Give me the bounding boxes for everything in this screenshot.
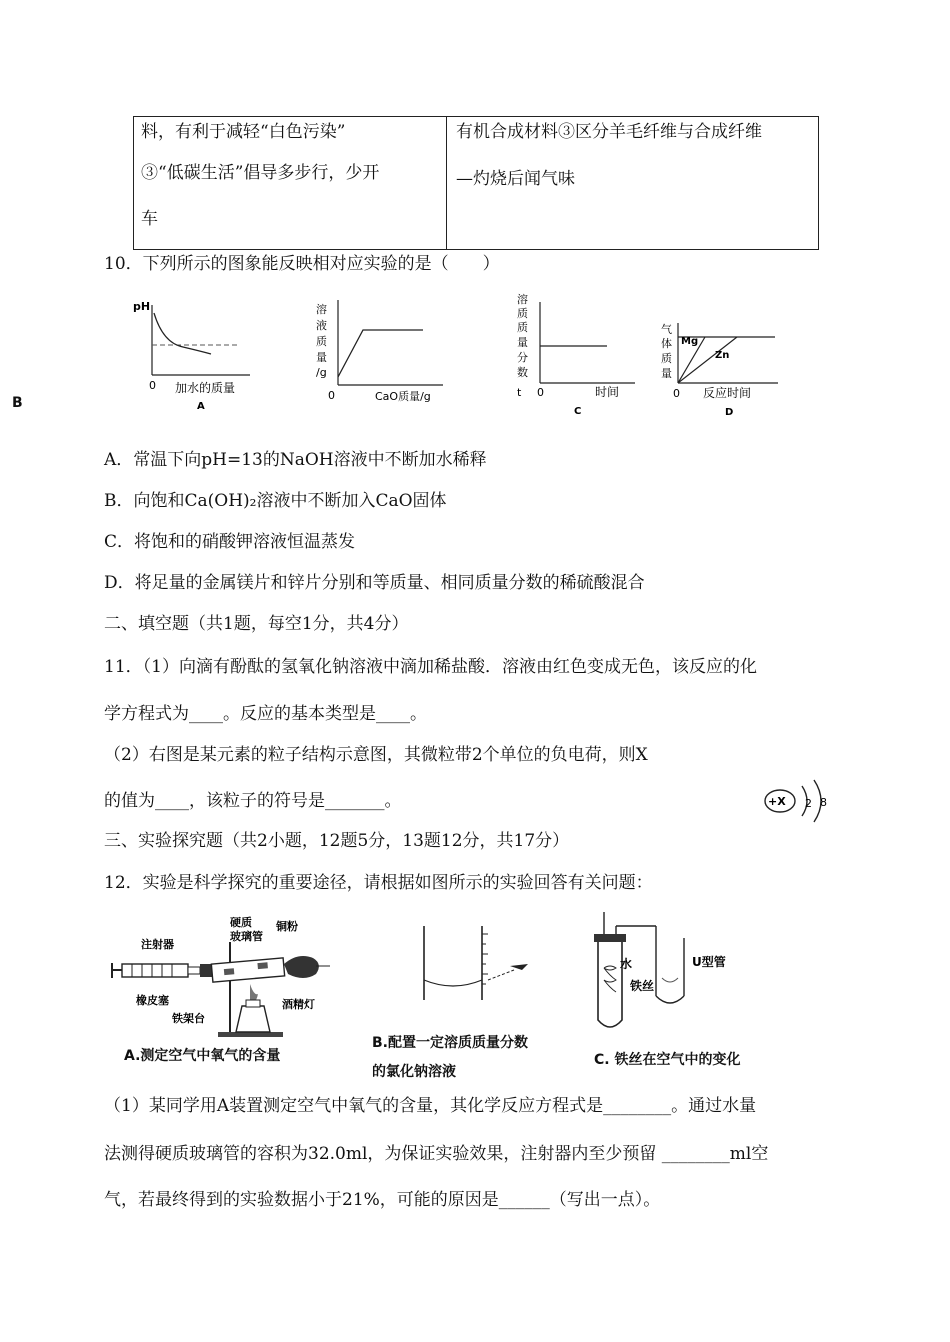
graph-a-origin: 0 bbox=[149, 379, 156, 392]
fig-c-caption: C. 铁丝在空气中的变化 bbox=[594, 1052, 741, 1068]
graph-d-series-mg: Mg bbox=[681, 336, 699, 347]
q12-part1-line-1: （1）某同学用A装置测定空气中氧气的含量，其化学反应方程式是________。通过水量 bbox=[104, 1096, 757, 1116]
table-left-line-3: 车 bbox=[141, 209, 158, 229]
graph-c-ylabel-6: 数 bbox=[517, 366, 528, 379]
q10-option-b: B．向饱和Ca(OH)₂溶液中不断加入CaO固体 bbox=[104, 491, 447, 511]
q12-part1-line-2: 法测得硬质玻璃管的容积为32.0ml，为保证实验效果，注射器内至少预留 ________ml空 bbox=[104, 1144, 769, 1164]
fig-a-label-stopper: 橡皮塞 bbox=[136, 994, 169, 1007]
fig-c-label-utube: U型管 bbox=[692, 955, 726, 969]
graph-a-ylabel: pH bbox=[133, 300, 151, 313]
graph-b-xlabel: CaO质量/g bbox=[375, 390, 431, 403]
q10-option-a: A．常温下向pH=13的NaOH溶液中不断加水稀释 bbox=[104, 450, 487, 470]
graph-b bbox=[308, 292, 448, 407]
graph-a bbox=[125, 295, 255, 420]
margin-mark: B bbox=[12, 395, 23, 411]
q11-line-3: （2）右图是某元素的粒子结构示意图，其微粒带2个单位的负电荷，则X bbox=[104, 745, 648, 765]
q10-option-d: D．将足量的金属镁片和锌片分别和等质量、相同质量分数的稀硫酸混合 bbox=[104, 573, 645, 593]
graph-c-ylabel-1: 溶 bbox=[517, 293, 528, 306]
q12-stem: 12．实验是科学探究的重要途径，请根据如图所示的实验回答有关问题： bbox=[104, 873, 653, 893]
table-left-line-2: ③“低碳生活”倡导多步行，少开 bbox=[141, 163, 380, 183]
graph-d-ylabel-4: 量 bbox=[661, 367, 672, 380]
graph-c-ylabel-7: t bbox=[517, 386, 522, 399]
atom-nucleus: +X bbox=[768, 795, 786, 808]
fig-a-label-syringe: 注射器 bbox=[141, 938, 174, 951]
fig-a-label-tube-2: 玻璃管 bbox=[230, 930, 263, 943]
figure-b-cylinder bbox=[410, 922, 560, 1022]
graph-d-ylabel-2: 体 bbox=[661, 337, 672, 350]
figure-a-apparatus bbox=[108, 912, 358, 1042]
q11-line-2: 学方程式为____。反应的基本类型是____。 bbox=[104, 704, 427, 724]
table-left-line-1: 料，有利于减轻“白色污染” bbox=[141, 122, 346, 142]
graph-b-origin: 0 bbox=[328, 389, 335, 402]
fig-a-label-copper: 铜粉 bbox=[276, 920, 298, 933]
section-2-heading: 二、填空题（共1题，每空1分，共4分） bbox=[104, 614, 409, 634]
q12-part1-line-3: 气，若最终得到的实验数据小于21%，可能的原因是______（写出一点）。 bbox=[104, 1190, 661, 1210]
fig-a-label-tube-1: 硬质 bbox=[230, 916, 252, 929]
fig-c-label-water: 水 bbox=[620, 957, 633, 971]
graph-d-origin: 0 bbox=[673, 387, 680, 400]
graph-c-xlabel: 时间 bbox=[595, 385, 620, 399]
graph-a-caption: A bbox=[197, 401, 205, 412]
graph-b-ylabel-2: 液 bbox=[316, 319, 327, 332]
graph-c bbox=[510, 290, 640, 420]
graph-d-ylabel-3: 质 bbox=[661, 352, 672, 365]
graph-d-series-zn: Zn bbox=[715, 350, 730, 361]
graph-c-caption: C bbox=[574, 406, 582, 417]
atom-shell-1: 2 bbox=[805, 797, 812, 810]
q11-line-1: 11．（1）向滴有酚酞的氢氧化钠溶液中滴加稀盐酸．溶液由红色变成无色，该反应的化 bbox=[104, 657, 757, 677]
graph-b-ylabel-5: /g bbox=[316, 366, 327, 379]
graph-d-xlabel: 反应时间 bbox=[703, 386, 752, 400]
q11-line-4: 的值为____，该粒子的符号是_______。 bbox=[104, 791, 402, 811]
fig-b-caption-2: 的氯化钠溶液 bbox=[372, 1064, 456, 1080]
table-right-line-2: —灼烧后闻气味 bbox=[456, 169, 575, 189]
fig-a-label-stand: 铁架台 bbox=[172, 1012, 205, 1025]
section-3-heading: 三、实验探究题（共2小题，12题5分，13题12分，共17分） bbox=[104, 831, 570, 851]
graph-d-ylabel-1: 气 bbox=[661, 323, 672, 336]
table-right-line-1: 有机合成材料③区分羊毛纤维与合成纤维 bbox=[456, 122, 762, 142]
graph-d-caption: D bbox=[725, 407, 734, 418]
graph-b-ylabel-1: 溶 bbox=[316, 303, 327, 316]
fig-a-caption: A.测定空气中氧气的含量 bbox=[124, 1048, 281, 1064]
graph-c-ylabel-4: 量 bbox=[517, 336, 528, 349]
graph-c-ylabel-5: 分 bbox=[517, 351, 528, 364]
q10-option-c: C．将饱和的硝酸钾溶液恒温蒸发 bbox=[104, 532, 356, 552]
graph-b-ylabel-3: 质 bbox=[316, 335, 327, 348]
graph-c-ylabel-3: 质 bbox=[517, 321, 528, 334]
graph-b-ylabel-4: 量 bbox=[316, 351, 327, 364]
fig-b-caption-1: B.配置一定溶质质量分数 bbox=[372, 1035, 528, 1051]
fig-c-label-wire: 铁丝 bbox=[630, 979, 655, 993]
figure-c-iron-wire bbox=[590, 908, 790, 1038]
graph-d bbox=[655, 318, 785, 420]
atom-structure-diagram bbox=[760, 776, 840, 828]
graph-c-origin: 0 bbox=[537, 386, 544, 399]
atom-shell-2: 8 bbox=[820, 796, 827, 809]
graph-a-xlabel: 加水的质量 bbox=[175, 381, 236, 395]
table-divider bbox=[446, 116, 447, 249]
fig-a-label-lamp: 酒精灯 bbox=[282, 998, 315, 1011]
graph-c-ylabel-2: 质 bbox=[517, 307, 528, 320]
q10-stem: 10．下列所示的图象能反映相对应实验的是（ ） bbox=[104, 254, 500, 274]
